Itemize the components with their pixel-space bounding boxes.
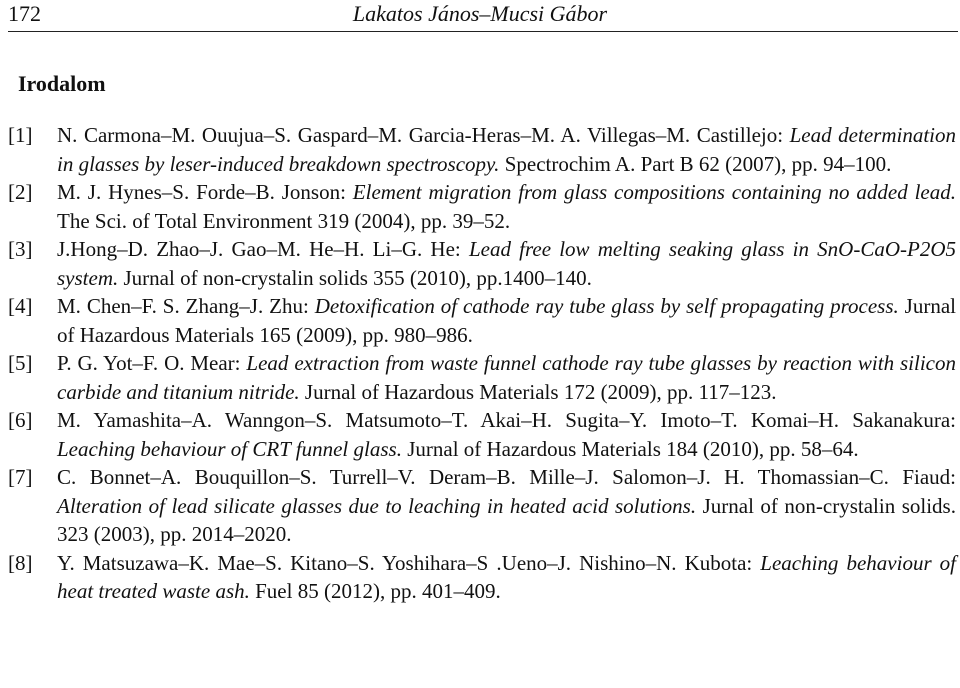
section-title: Irodalom xyxy=(18,71,106,96)
reference-item xyxy=(8,463,956,549)
reference-number: [2] xyxy=(8,180,33,204)
header-rule xyxy=(8,31,958,32)
reference-body xyxy=(57,121,956,178)
reference-body xyxy=(57,292,956,349)
reference-source: Jurnal of non-crystalin solids 355 (2010), pp.1400–140. xyxy=(118,265,592,290)
reference-body xyxy=(57,463,956,549)
reference-source: Jurnal of Hazardous Materials 184 (2010), pp. 58–64. xyxy=(401,436,859,461)
reference-authors: J.Hong–D. Zhao–J. Gao–M. He–H. Li–G. He: xyxy=(57,237,469,261)
reference-source: Jurnal of non-crystalin solids. 323 (2003), pp. 2014–2020. xyxy=(57,493,956,546)
reference-source: Spectrochim A. Part B 62 (2007), pp. 94–100. xyxy=(499,151,892,176)
reference-source: Jurnal of Hazardous Materials 165 (2009), pp. 980–986. xyxy=(57,294,956,347)
reference-source: Fuel 85 (2012), pp. 401–409. xyxy=(249,579,501,603)
reference-authors: M. J. Hynes–S. Forde–B. Jonson: xyxy=(57,180,353,204)
reference-body xyxy=(57,178,956,235)
page-number: 172 xyxy=(8,1,41,26)
reference-item xyxy=(8,178,956,235)
reference-item xyxy=(8,121,956,178)
reference-number: [3] xyxy=(8,237,33,261)
reference-item xyxy=(8,406,956,463)
reference-title: Lead determination in glasses by leser-induced breakdown spectroscopy. xyxy=(57,123,956,176)
reference-authors: Y. Matsuzawa–K. Mae–S. Kitano–S. Yoshihara–S .Ueno–J. Nishino–N. Kubota: xyxy=(57,550,761,575)
reference-title: Alteration of lead silicate glasses due to leaching in heated acid solutions. xyxy=(57,493,697,518)
reference-number: [6] xyxy=(8,408,33,432)
reference-source: The Sci. of Total Environment 319 (2004), pp. 39–52. xyxy=(57,208,511,233)
reference-number: [4] xyxy=(8,294,33,318)
reference-title: Detoxification of cathode ray tube glass by self propagating process. xyxy=(314,294,899,318)
page-header xyxy=(0,0,960,34)
reference-authors: C. Bonnet–A. Bouquillon–S. Turrell–V. Deram–B. Mille–J. Salomon–J. H. Thomassian–C. Fiaud: xyxy=(57,465,956,489)
reference-title: Lead extraction from waste funnel cathode ray tube glasses by reaction with silicon carbide and titanium nitride. xyxy=(57,351,956,404)
reference-authors: M. Chen–F. S. Zhang–J. Zhu: xyxy=(57,294,315,318)
reference-item xyxy=(8,235,956,292)
reference-number: [5] xyxy=(8,351,33,375)
reference-item xyxy=(8,549,956,606)
reference-title: Leaching behaviour of CRT funnel glass. xyxy=(57,436,402,461)
reference-body xyxy=(57,349,956,406)
reference-number: [1] xyxy=(8,123,33,147)
reference-authors: M. Yamashita–A. Wanngon–S. Matsumoto–T. Akai–H. Sugita–Y. Imoto–T. Komai–H. Sakanakura: xyxy=(57,408,956,432)
reference-authors: P. G. Yot–F. O. Mear: xyxy=(57,351,247,375)
reference-title: Lead free low melting seaking glass in SnO-CaO-P2O5 system. xyxy=(57,237,956,290)
reference-authors: N. Carmona–M. Ouujua–S. Gaspard–M. Garcia-Heras–M. A. Villegas–M. Castillejo: xyxy=(57,123,790,147)
reference-list xyxy=(8,121,956,606)
reference-item xyxy=(8,349,956,406)
reference-number: [8] xyxy=(8,550,33,575)
reference-item xyxy=(8,292,956,349)
reference-number: [7] xyxy=(8,465,33,489)
reference-title: Leaching behaviour of heat treated waste ash. xyxy=(57,550,957,603)
reference-title: Element migration from glass compositions containing no added lead. xyxy=(352,180,956,204)
reference-body xyxy=(57,406,956,463)
running-head: Lakatos János–Mucsi Gábor xyxy=(352,1,608,26)
reference-source: Jurnal of Hazardous Materials 172 (2009), pp. 117–123. xyxy=(299,379,777,404)
reference-body xyxy=(57,235,956,292)
reference-body xyxy=(57,549,956,606)
